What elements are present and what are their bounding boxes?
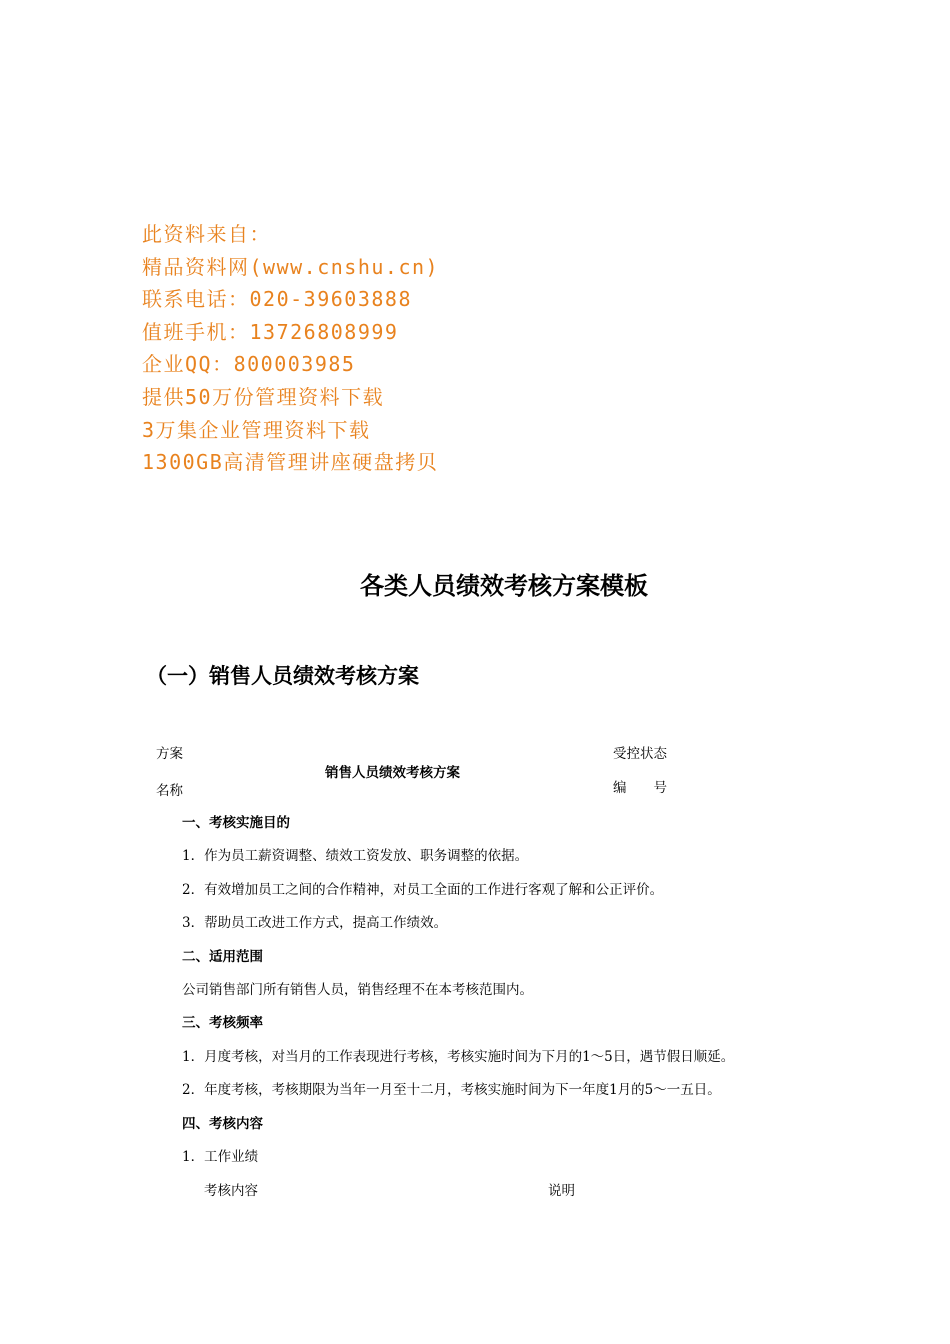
paragraph-scope: 公司销售部门所有销售人员，销售经理不在本考核范围内。 — [182, 981, 533, 998]
heading-frequency: 三、考核频率 — [182, 1015, 263, 1032]
paragraph-content-1: 1．工作业绩 — [182, 1148, 259, 1165]
label-fang-an: 方案 — [156, 746, 183, 762]
promo-line-offer-3: 1300GB高清管理讲座硬盘拷贝 — [142, 450, 439, 475]
paragraph-purpose-2: 2．有效增加员工之间的合作精神，对员工全面的工作进行客观了解和公正评价。 — [182, 881, 664, 898]
label-ming-cheng: 名称 — [156, 783, 183, 799]
promo-block — [142, 218, 439, 479]
label-number: 编 号 — [613, 780, 667, 796]
table-col-content: 考核内容 — [204, 1183, 258, 1199]
label-control-status: 受控状态 — [613, 746, 667, 762]
paragraph-frequency-2: 2．年度考核，考核期限为当年一月至十二月，考核实施时间为下一年度1月的5～一五日。 — [182, 1082, 721, 1099]
promo-line-website: 精品资料网(www.cnshu.cn) — [142, 254, 440, 279]
promo-line-phone: 联系电话：020-39603888 — [142, 287, 412, 312]
promo-line-mobile: 值班手机：13726808999 — [142, 319, 399, 344]
promo-line-qq: 企业QQ：800003985 — [142, 352, 356, 377]
heading-content: 四、考核内容 — [182, 1115, 263, 1132]
promo-line-offer-2: 3万集企业管理资料下载 — [142, 417, 371, 442]
heading-scope: 二、适用范围 — [182, 948, 263, 965]
document-body — [182, 812, 882, 1179]
document-title: 各类人员绩效考核方案模板 — [360, 572, 648, 600]
plan-name: 销售人员绩效考核方案 — [325, 765, 460, 781]
paragraph-purpose-1: 1．作为员工薪资调整、绩效工资发放、职务调整的依据。 — [182, 848, 529, 865]
promo-line-source: 此资料来自： — [142, 222, 271, 246]
table-col-description: 说明 — [548, 1183, 575, 1199]
promo-line-offer-1: 提供50万份管理资料下载 — [142, 384, 385, 409]
paragraph-purpose-3: 3．帮助员工改进工作方式，提高工作绩效。 — [182, 915, 448, 932]
heading-purpose: 一、考核实施目的 — [182, 815, 290, 831]
paragraph-frequency-1: 1．月度考核，对当月的工作表现进行考核，考核实施时间为下月的1～5日，遇节假日顺延。 — [182, 1048, 735, 1065]
section-title: （一）销售人员绩效考核方案 — [146, 664, 419, 688]
